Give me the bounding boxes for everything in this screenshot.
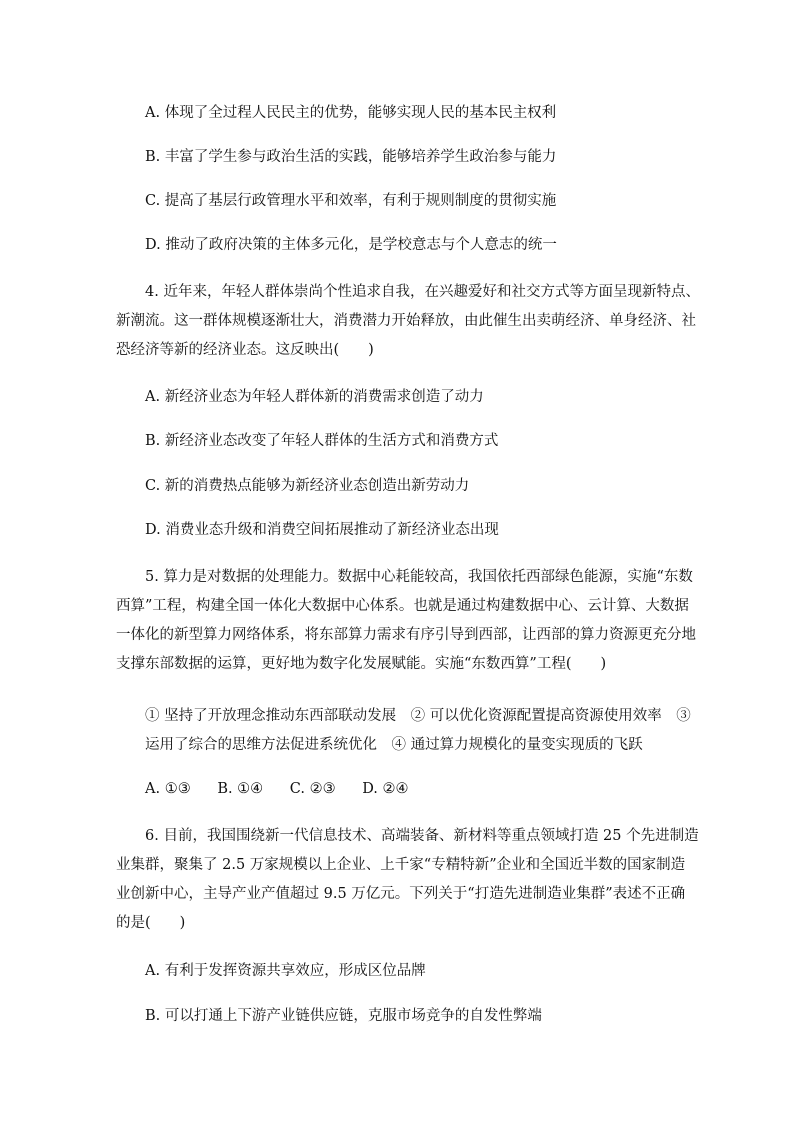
- q6-option-a: A. 有利于发挥资源共享效应，形成区位品牌: [145, 963, 426, 979]
- q3-option-d: D. 推动了政府决策的主体多元化，是学校意志与个人意志的统一: [145, 237, 557, 253]
- q4-option-a: A. 新经济业态为年轻人群体新的消费需求创造了动力: [145, 389, 484, 405]
- q6-stem-line: 的是( ): [116, 915, 186, 931]
- q5-choice-d: D. ②④: [362, 781, 409, 797]
- q5-choice-c: C. ②③: [289, 781, 336, 797]
- q4-stem-line: 4. 近年来，年轻人群体崇尚个性追求自我，在兴趣爱好和社交方式等方面呈现新特点、: [145, 284, 700, 300]
- q5-statement-line: 运用了综合的思维方法促进系统优化 ④ 通过算力规模化的量变实现质的飞跃: [145, 737, 643, 753]
- q6-stem-line: 业创新中心，主导产业产值超过 9.5 万亿元。下列关于“打造先进制造业集群”表述不正确: [116, 886, 686, 902]
- q5-choice-b: B. ①④: [217, 781, 264, 797]
- q5-stem-line: 5. 算力是对数据的处理能力。数据中心耗能较高，我国依托西部绿色能源，实施“东数: [145, 569, 693, 585]
- q3-option-c: C. 提高了基层行政管理水平和效率，有利于规则制度的贯彻实施: [145, 193, 557, 209]
- q5-choice-a: A. ①③: [145, 781, 191, 797]
- q4-option-c: C. 新的消费热点能够为新经济业态创造出新劳动力: [145, 478, 470, 494]
- q6-stem: [116, 822, 698, 938]
- q5-choices: [145, 779, 431, 799]
- q4-stem-line: 恐经济等新的经济业态。这反映出( ): [116, 342, 374, 358]
- q4-stem-line: 新潮流。这一群体规模逐渐壮大，消费潜力开始释放，由此催生出卖萌经济、单身经济、社: [116, 313, 696, 329]
- q4-option-b: B. 新经济业态改变了年轻人群体的生活方式和消费方式: [145, 433, 499, 449]
- q4-stem: [116, 278, 698, 365]
- q5-statements: [116, 702, 698, 760]
- q5-stem-line: 一体化的新型算力网络体系，将东部算力需求有序引导到西部，让西部的算力资源更充分地: [116, 627, 696, 643]
- q5-stem-line: 支撑东部数据的运算，更好地为数字化发展赋能。实施“东数西算”工程( ): [116, 656, 607, 672]
- q5-stem-line: 西算”工程，构建全国一体化大数据中心体系。也就是通过构建数据中心、云计算、大数据: [116, 598, 689, 614]
- q3-option-a: A. 体现了全过程人民民主的优势，能够实现人民的基本民主权利: [145, 105, 557, 121]
- q3-option-b: B. 丰富了学生参与政治生活的实践，能够培养学生政治参与能力: [145, 149, 557, 165]
- q6-stem-line: 业集群，聚集了 2.5 万家规模以上企业、上千家“专精特新”企业和全国近半数的国家制造: [116, 857, 686, 873]
- q5-stem: [116, 563, 698, 679]
- q4-option-d: D. 消费业态升级和消费空间拓展推动了新经济业态出现: [145, 522, 499, 538]
- q5-statement-line: ① 坚持了开放理念推动东西部联动发展 ② 可以优化资源配置提高资源使用效率 ③: [145, 708, 691, 724]
- q6-option-b: B. 可以打通上下游产业链供应链，克服市场竞争的自发性弊端: [145, 1008, 542, 1024]
- q6-stem-line: 6. 目前，我国围绕新一代信息技术、高端装备、新材料等重点领域打造 25 个先进制造: [145, 828, 699, 844]
